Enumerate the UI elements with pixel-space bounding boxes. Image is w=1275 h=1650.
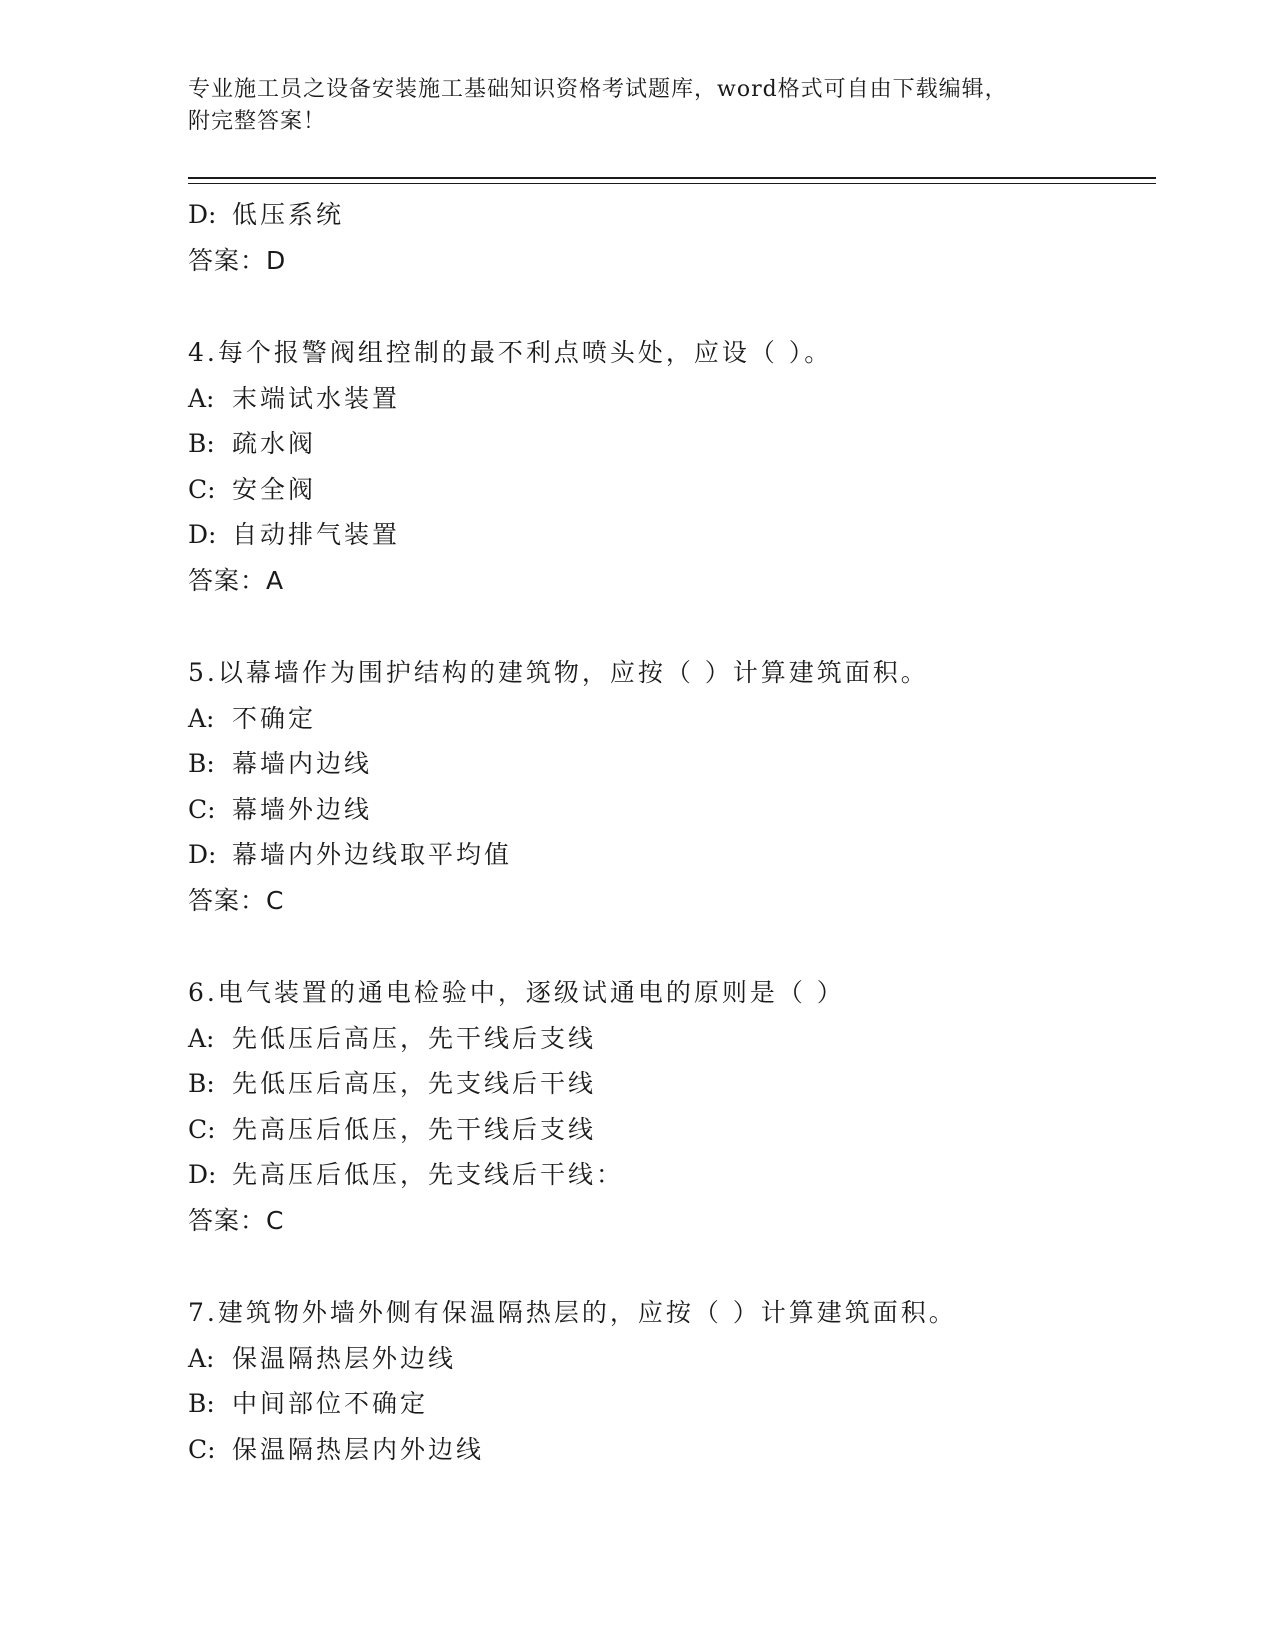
option-a (188, 376, 1148, 422)
document-header (188, 74, 1068, 138)
option-letter: D: (188, 520, 217, 549)
option-text: 低压系统 (232, 200, 345, 229)
option-a (188, 1016, 1148, 1062)
header-title-line-1: 专业施工员之设备安装施工基础知识资格考试题库，word格式可自由下载编辑， (188, 77, 1008, 102)
option-text: 保温隔热层内外边线 (232, 1434, 485, 1464)
option-letter: B: (188, 1069, 215, 1098)
answer-line: 答案：C (188, 1205, 285, 1235)
option-text: 自动排气装置 (232, 520, 401, 549)
option-a (188, 1336, 1148, 1382)
option-letter: B: (188, 1389, 215, 1418)
option-text: 安全阀 (232, 474, 317, 504)
option-letter: B: (188, 429, 215, 458)
option-text: 先低压后高压，先支线后干线 (232, 1069, 597, 1098)
option-text: 末端试水装置 (232, 383, 401, 413)
option-text: 不确定 (232, 703, 317, 733)
option-b (188, 1381, 1148, 1427)
option-b (188, 421, 1148, 467)
option-c (188, 467, 1148, 513)
option-letter: A: (188, 1023, 215, 1053)
header-divider-thin (188, 183, 1156, 184)
question-stem: 5.以幕墙作为围护结构的建筑物，应按（ ）计算建筑面积。 (188, 658, 929, 687)
header-divider-thick (188, 177, 1156, 179)
option-text: 疏水阀 (232, 429, 317, 458)
option-b (188, 1061, 1148, 1107)
question-spacer (188, 1243, 1148, 1290)
question-spacer (188, 923, 1148, 970)
option-letter: C: (188, 1114, 216, 1144)
question-stem: 4.每个报警阀组控制的最不利点喷头处，应设（ ）。 (188, 338, 833, 367)
option-text: 先低压后高压，先干线后支线 (232, 1023, 597, 1053)
option-letter: A: (188, 1343, 215, 1373)
option-letter: C: (188, 1434, 216, 1464)
option-letter: A: (188, 383, 215, 413)
option-letter: C: (188, 474, 216, 504)
option-text: 幕墙外边线 (232, 794, 373, 824)
option-text: 先高压后低压，先支线后干线： (232, 1160, 625, 1189)
option-letter: B: (188, 749, 215, 778)
option-letter: D: (188, 840, 217, 869)
option-text: 保温隔热层外边线 (232, 1343, 457, 1373)
option-text: 中间部位不确定 (232, 1389, 429, 1418)
option-d (188, 512, 1148, 558)
question-spacer (188, 603, 1148, 650)
option-text: 幕墙内外边线取平均值 (232, 840, 513, 869)
option-d (188, 192, 1148, 238)
option-c (188, 1107, 1148, 1153)
option-c (188, 1427, 1148, 1473)
option-c (188, 787, 1148, 833)
option-d (188, 1152, 1148, 1198)
answer-line: 答案：C (188, 885, 285, 915)
answer-line: 答案：D (188, 245, 287, 275)
header-title-line-2: 附完整答案！ (188, 109, 327, 134)
option-d (188, 832, 1148, 878)
option-letter: C: (188, 794, 216, 824)
answer-line: 答案：A (188, 565, 285, 595)
option-text: 幕墙内边线 (232, 749, 373, 778)
option-a (188, 696, 1148, 742)
option-letter: D: (188, 200, 217, 229)
option-text: 先高压后低压，先干线后支线 (232, 1114, 597, 1144)
question-spacer (188, 283, 1148, 330)
option-letter: D: (188, 1160, 217, 1189)
question-stem: 7.建筑物外墙外侧有保温隔热层的，应按（ ）计算建筑面积。 (188, 1298, 957, 1327)
option-b (188, 741, 1148, 787)
question-list (188, 192, 1148, 1472)
option-letter: A: (188, 703, 215, 733)
question-stem: 6.电气装置的通电检验中，逐级试通电的原则是（ ） (188, 978, 845, 1007)
